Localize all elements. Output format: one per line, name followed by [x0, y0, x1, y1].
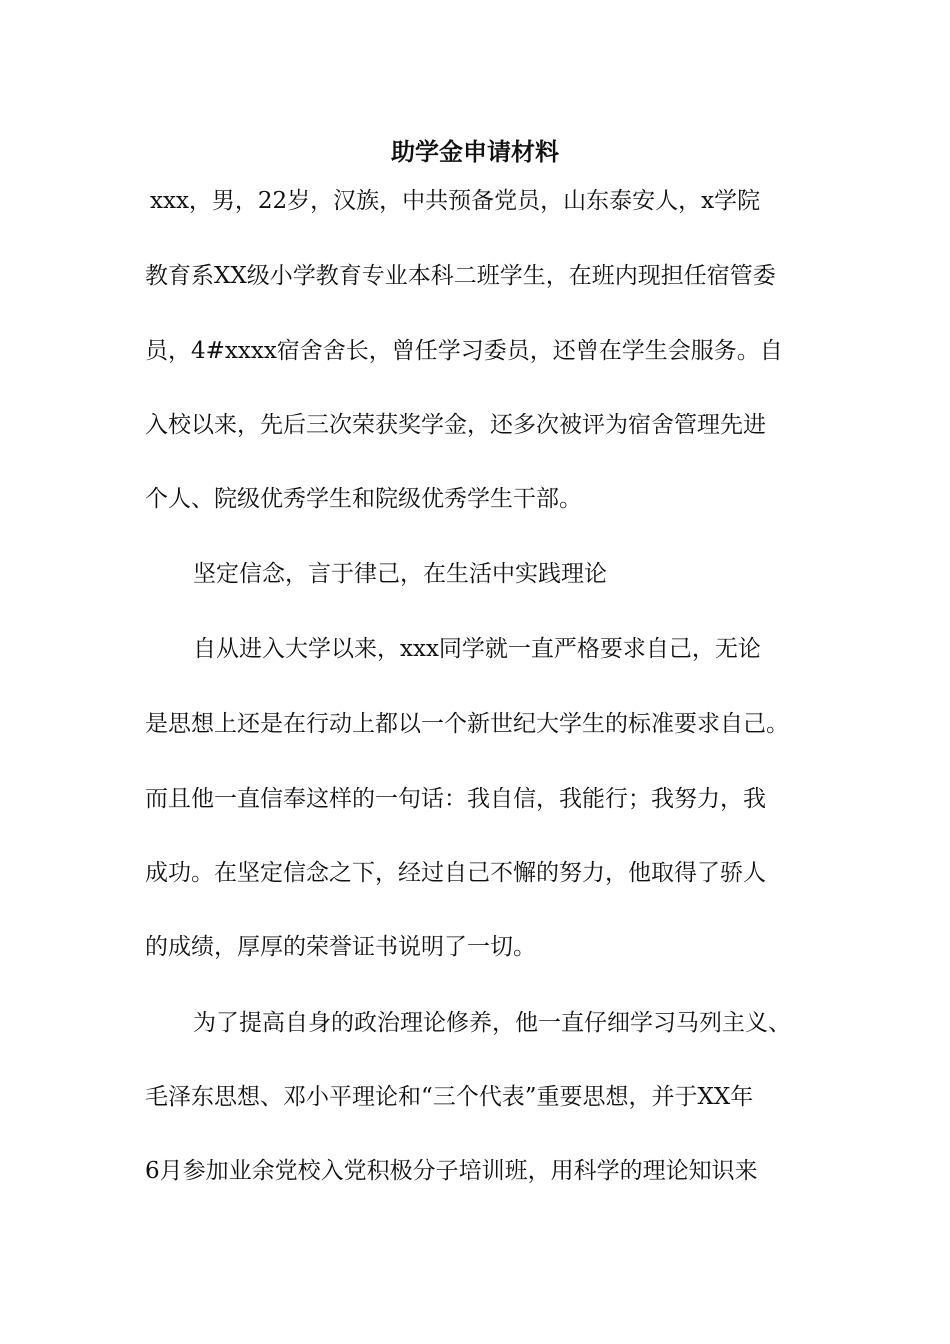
body-line-13: 毛泽东思想、邓小平理论和“三个代表”重要思想，并于XX年: [145, 1084, 754, 1110]
body-line-1: xxx，男，22岁，汉族，中共预备党员，山东泰安人，x学院: [150, 188, 761, 214]
body-line-14: 6月参加业余党校入党积极分子培训班，用科学的理论知识来: [145, 1158, 758, 1184]
body-line-2: 教育系XX级小学教育专业本科二班学生，在班内现担任宿管委: [145, 263, 776, 289]
document-title: 助学金申请材料: [391, 137, 559, 166]
body-line-12: 为了提高自身的政治理论修养，他一直仔细学习马列主义、: [193, 1010, 791, 1036]
body-line-4: 入校以来，先后三次荣获奖学金，还多次被评为宿舍管理先进: [145, 412, 766, 438]
body-line-9: 而且他一直信奉这样的一句话：我自信，我能行；我努力，我: [145, 786, 766, 812]
body-line-11: 的成绩，厚厚的荣誉证书说明了一切。: [145, 934, 536, 960]
body-line-10: 成功。在坚定信念之下，经过自己不懈的努力，他取得了骄人: [145, 860, 766, 886]
body-line-5: 个人、院级优秀学生和院级优秀学生干部。: [145, 486, 582, 512]
section-heading: 坚定信念，言于律己，在生活中实践理论: [193, 561, 607, 587]
body-line-7: 自从进入大学以来，xxx同学就一直严格要求自己，无论: [193, 636, 761, 662]
body-line-8: 是思想上还是在行动上都以一个新世纪大学生的标准要求自己。: [145, 711, 789, 737]
body-line-3: 员，4#xxxx宿舍舍长，曾任学习委员，还曾在学生会服务。自: [145, 338, 783, 364]
